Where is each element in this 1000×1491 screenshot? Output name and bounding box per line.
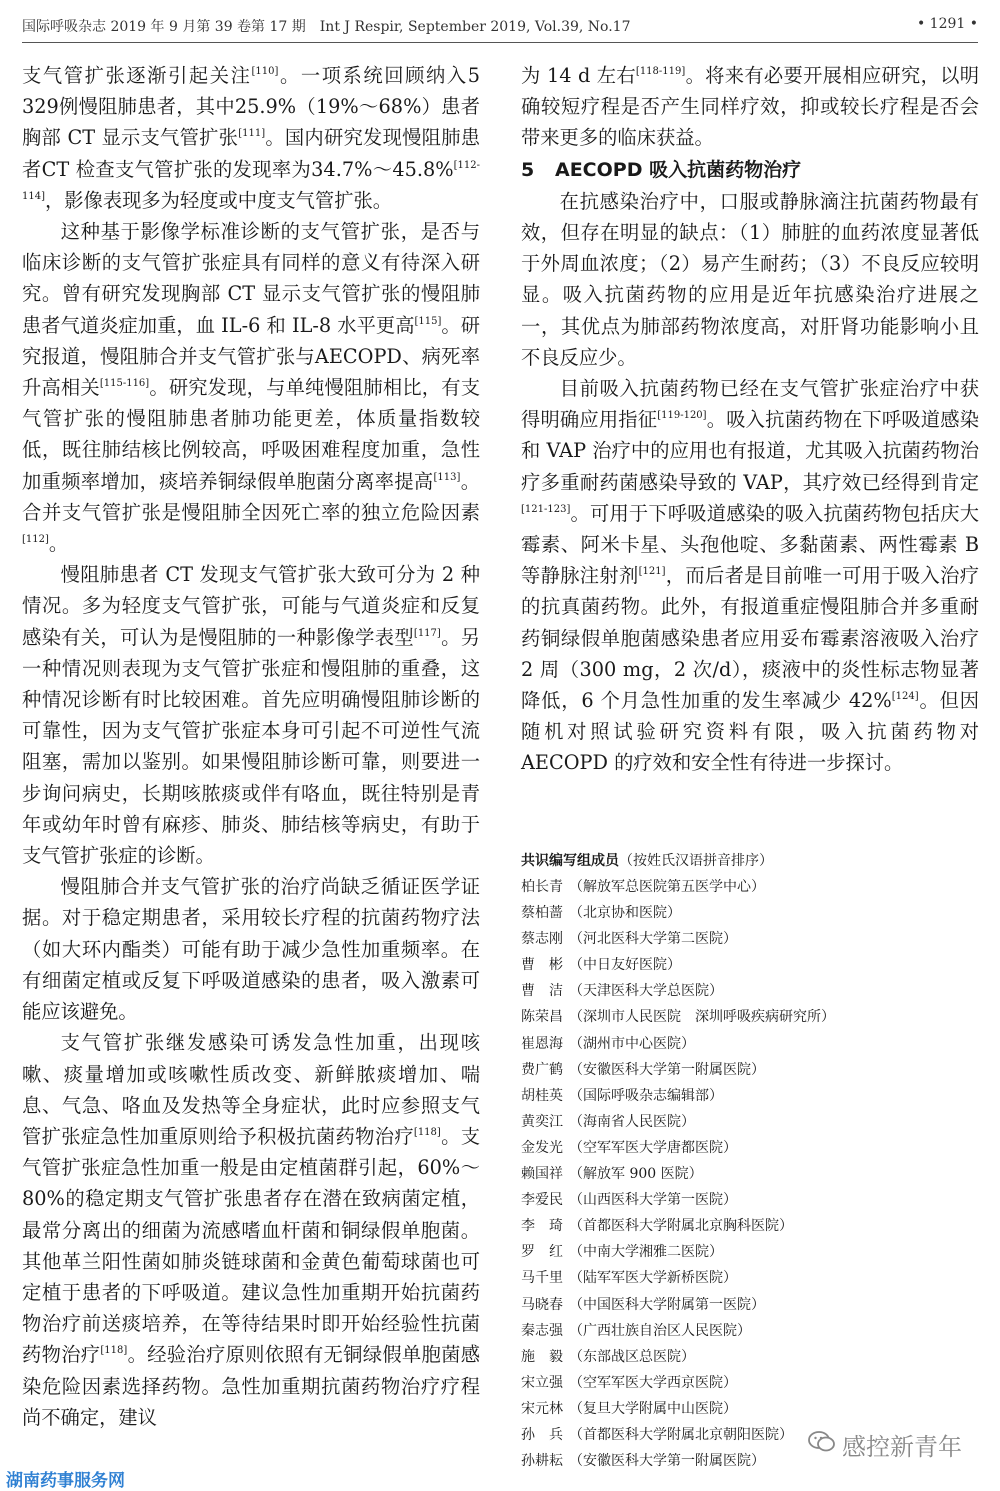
section-title: AECOPD 吸入抗菌药物治疗 <box>555 158 802 181</box>
text-run: 。但因随机对照试验研究资料有限，吸入抗菌药物对 AECOPD 的疗效和安全性有待进一步探讨。 <box>521 689 979 775</box>
member-name: 孙耕耘 <box>521 1453 563 1470</box>
text-run: 。另一种情况则表现为支气管扩张症和慢阻肺的重叠，这种情况诊断有时比较困难。首先应明确慢阻肺诊断的可靠性，因为支气管扩张症本身可引起不可逆性气流阻塞，需加以鉴别。如果慢阻肺诊断可靠，则要进一步询问病史，长期咳脓痰或伴有咯血，既往特别是青年或幼年时曾有麻疹、肺炎、肺结核等病史，有助于支气管扩张症的诊断。 <box>22 625 481 868</box>
page-number: • 1291 • <box>916 16 978 32</box>
member-affiliation: （天津医科大学总医院） <box>569 983 723 1000</box>
paragraph <box>521 60 979 154</box>
author-list-heading: 共识编写组成员 <box>521 853 619 869</box>
member-entry <box>521 1265 979 1291</box>
member-affiliation: （空军军医大学西京医院） <box>569 1374 737 1391</box>
member-entry <box>521 1187 979 1213</box>
citation-marker: [115] <box>414 315 442 327</box>
citation-marker: [118] <box>100 1345 128 1357</box>
member-name: 蔡志刚 <box>521 931 563 948</box>
text-run: 。经验治疗原则依照有无铜绿假单胞菌感染危险因素选择药物。急性加重期抗菌药物治疗疗程尚不确定，建议 <box>22 1343 481 1429</box>
member-name: 孙 兵 <box>521 1426 563 1443</box>
member-name: 李爱民 <box>521 1192 563 1209</box>
site-watermark: 湖南药事服务网 <box>6 1471 125 1491</box>
member-affiliation: （解放军 900 医院） <box>569 1166 703 1183</box>
member-affiliation: （中国医科大学附属第一医院） <box>569 1296 765 1313</box>
member-affiliation: （深圳市人民医院 深圳呼吸疾病研究所） <box>569 1009 835 1026</box>
text-run: 。可用于下呼吸道感染的吸入抗菌药物包括庆大霉素、阿米卡星、头孢他啶、多黏菌素、两性霉素 B 等静脉注射剂 <box>521 501 979 588</box>
wechat-watermark <box>808 1425 988 1461</box>
member-name: 秦志强 <box>521 1322 563 1339</box>
text-run: 。 <box>48 532 69 556</box>
wechat-icon <box>808 1431 836 1453</box>
member-entry <box>521 1344 979 1370</box>
citation-marker: [111] <box>238 128 266 140</box>
member-entry <box>521 1318 979 1344</box>
citation-marker: [112-114] <box>22 159 480 202</box>
member-name: 马千里 <box>521 1270 563 1287</box>
member-entry <box>521 1239 979 1265</box>
paragraph <box>22 1027 480 1433</box>
right-paragraphs <box>521 186 979 779</box>
citation-marker: [121-123] <box>521 503 571 515</box>
text-run: 。研究报道，慢阻肺合并支气管扩张与AECOPD、病死率升高相关 <box>22 313 481 400</box>
member-entry <box>521 1031 979 1057</box>
text-run: 。国内研究发现慢阻肺患者CT 检查支气管扩张的发现率为34.7%～45.8% <box>22 126 481 181</box>
member-entry <box>521 978 979 1004</box>
member-name: 陈荣昌 <box>521 1009 563 1026</box>
member-name: 费广鹤 <box>521 1061 563 1078</box>
member-affiliation: （空军军医大学唐都医院） <box>569 1139 737 1156</box>
member-affiliation: （安徽医科大学第一附属医院） <box>569 1061 765 1078</box>
member-entry <box>521 1135 979 1161</box>
citation-marker: [118-119] <box>635 66 686 77</box>
paragraph <box>22 559 480 871</box>
member-entry <box>521 1370 979 1396</box>
running-header <box>22 14 978 43</box>
member-affiliation: （北京协和医院） <box>569 905 681 922</box>
member-affiliation: （河北医科大学第二医院） <box>569 931 737 948</box>
citation-marker: [117] <box>413 627 441 639</box>
member-name: 蔡柏蔷 <box>521 905 563 922</box>
member-affiliation: （东部战区总医院） <box>569 1348 695 1365</box>
text-run: 为 14 d 左右 <box>521 64 636 87</box>
member-entry <box>521 1213 979 1239</box>
text-run: 支气管扩张逐渐引起关注 <box>22 64 252 87</box>
member-name: 施 毅 <box>521 1348 563 1365</box>
citation-marker: [124] <box>891 691 919 703</box>
citation-marker: [113] <box>433 471 461 483</box>
member-list <box>521 874 979 1474</box>
member-affiliation: （海南省人民医院） <box>569 1113 695 1130</box>
member-name: 曹 彬 <box>521 957 563 974</box>
member-entry <box>521 1109 979 1135</box>
member-name: 曹 洁 <box>521 983 563 1000</box>
text-run: 在抗感染治疗中，口服或静脉滴注抗菌药物最有效，但存在明显的缺点：（1）肺脏的血药浓度显著低于外周血浓度；（2）易产生耐药；（3）不良反应较明显。吸入抗菌药物的应用是近年抗感染治疗进展之一，其优点为肺部药物浓度高，对肝肾功能影响小且不良反应少。 <box>521 189 979 369</box>
member-affiliation: （山西医科大学第一医院） <box>569 1192 737 1209</box>
member-affiliation: （首都医科大学附属北京朝阳医院） <box>569 1426 793 1443</box>
member-name: 崔恩海 <box>521 1035 563 1052</box>
citation-marker: [112] <box>22 534 49 546</box>
member-name: 胡桂英 <box>521 1087 563 1104</box>
journal-info: 国际呼吸杂志 2019 年 9 月第 39 卷第 17 期 Int J Respir, September 2019, Vol.39, No.17 <box>22 19 631 35</box>
text-run: 这种基于影像学标准诊断的支气管扩张，是否与临床诊断的支气管扩张症具有同样的意义有待深入研究。曾有研究发现胸部 CT 显示支气管扩张的慢阻肺患者气道炎症加重，血 IL-6 和 IL-8 水平更高 <box>22 220 480 337</box>
text-run: 。支气管扩张症急性加重一般是由定植菌群引起，60%～80%的稳定期支气管扩张患者存在潜在致病菌定植，最常分离出的细菌为流感嗜血杆菌和铜绿假单胞菌。其他革兰阳性菌如肺炎链球菌和金黄色葡萄球菌也可定植于患者的下呼吸道。建议急性加重期开始抗菌药物治疗前送痰培养，在等待结果时即开始经验性抗菌药物治疗 <box>22 1124 481 1367</box>
wechat-account-name: 感控新青年 <box>842 1433 962 1461</box>
member-name: 罗 红 <box>521 1244 563 1261</box>
section-heading <box>521 155 979 186</box>
member-name: 李 琦 <box>521 1218 563 1235</box>
member-affiliation: （广西壮族自治区人民医院） <box>569 1322 751 1339</box>
member-affiliation: （国际呼吸杂志编辑部） <box>569 1087 723 1104</box>
citation-marker: [118] <box>413 1126 441 1138</box>
text-run: 。吸入抗菌药物在下呼吸道感染和 VAP 治疗中的应用也有报道，尤其吸入抗菌药物治疗多重耐药菌感染导致的 VAP，其疗效已经得到肯定 <box>521 408 980 494</box>
text-run: 。一项系统回顾纳入5 329例慢阻肺患者，其中25.9%（19%～68%）患者胸部 CT 显示支气管扩张 <box>22 64 480 150</box>
author-list-note: （按姓氏汉语拼音排序） <box>619 853 773 869</box>
text-run: ，而后者是目前唯一可用于吸入治疗的抗真菌药物。此外，有报道重症慢阻肺合并多重耐药铜绿假单胞菌感染患者应用妥布霉素溶液吸入治疗 2 周（300 mg，2 次/d），痰液中的炎性标志物显著降低，6 个月急性加重的发生率减少 42% <box>521 564 980 713</box>
text-run: 支气管扩张继发感染可诱发急性加重，出现咳嗽、痰量增加或咳嗽性质改变、新鲜脓痰增加、喘息、气急、咯血及发热等全身症状，此时应参照支气管扩张症急性加重原则给予积极抗菌药物治疗 <box>22 1031 480 1148</box>
member-entry <box>521 1083 979 1109</box>
member-name: 黄奕江 <box>521 1113 563 1130</box>
text-run: 慢阻肺患者 CT 发现支气管扩张大致可分为 2 种情况。多为轻度支气管扩张，可能与气道炎症和反复感染有关，可认为是慢阻肺的一种影像学表型 <box>22 563 480 649</box>
member-entry <box>521 952 979 978</box>
member-entry <box>521 874 979 900</box>
member-name: 赖国祥 <box>521 1166 563 1183</box>
member-affiliation: （湖州市中心医院） <box>569 1035 695 1052</box>
member-name: 宋立强 <box>521 1374 563 1391</box>
paragraph <box>521 186 979 373</box>
citation-marker: [115-116] <box>99 378 150 390</box>
member-entry <box>521 926 979 952</box>
member-affiliation: （中南大学湘雅二医院） <box>569 1244 723 1261</box>
member-affiliation: （复旦大学附属中山医院） <box>569 1400 737 1417</box>
member-affiliation: （解放军总医院第五医学中心） <box>569 879 765 895</box>
citation-marker: [121] <box>638 566 666 578</box>
member-entry <box>521 900 979 926</box>
author-list-title <box>521 848 979 874</box>
member-affiliation: （安徽医科大学第一附属医院） <box>569 1453 765 1470</box>
paragraph <box>22 216 480 559</box>
paragraph <box>521 373 979 779</box>
text-run: ，影像表现多为轻度或中度支气管扩张。 <box>45 188 393 212</box>
text-run: 。合并支气管扩张是慢阻肺全因死亡率的独立危险因素 <box>22 469 481 524</box>
member-entry <box>521 1292 979 1318</box>
author-list <box>521 848 979 1474</box>
paragraph <box>22 871 480 1027</box>
text-run: 。研究发现，与单纯慢阻肺相比，有支气管扩张的慢阻肺患者肺功能更差，体质量指数较低，既往肺结核比例较高，呼吸困难程度加重，急性加重频率增加，痰培养铜绿假单胞菌分离率提高 <box>22 376 481 493</box>
text-run: 慢阻肺合并支气管扩张的治疗尚缺乏循证医学证据。对于稳定期患者，采用较长疗程的抗菌药物疗法（如大环内酯类）可能有助于减少急性加重频率。在有细菌定植或反复下呼吸道感染的患者，吸入激素可能应该避免。 <box>22 875 480 1024</box>
member-affiliation: （首都医科大学附属北京胸科医院） <box>569 1218 793 1235</box>
member-name: 柏长青 <box>521 879 563 895</box>
member-entry <box>521 1396 979 1422</box>
member-entry <box>521 1004 979 1030</box>
text-run: 目前吸入抗菌药物已经在支气管扩张症治疗中获得明确应用指征 <box>521 377 979 432</box>
member-name: 马晓春 <box>521 1296 563 1313</box>
member-affiliation: （中日友好医院） <box>569 957 681 974</box>
right-column <box>521 60 979 779</box>
member-name: 宋元林 <box>521 1400 563 1417</box>
member-entry <box>521 1057 979 1083</box>
paragraph <box>22 60 480 216</box>
left-column <box>22 60 480 1433</box>
section-number: 5 <box>521 158 535 181</box>
citation-marker: [119-120] <box>657 410 707 422</box>
member-affiliation: （陆军军医大学新桥医院） <box>569 1270 737 1287</box>
text-run: 。将来有必要开展相应研究，以明确较短疗程是否产生同样疗效，抑或较长疗程是否会带来更多的临床获益。 <box>521 64 980 150</box>
member-entry <box>521 1161 979 1187</box>
member-name: 金发光 <box>521 1139 563 1156</box>
citation-marker: [110] <box>251 66 279 77</box>
